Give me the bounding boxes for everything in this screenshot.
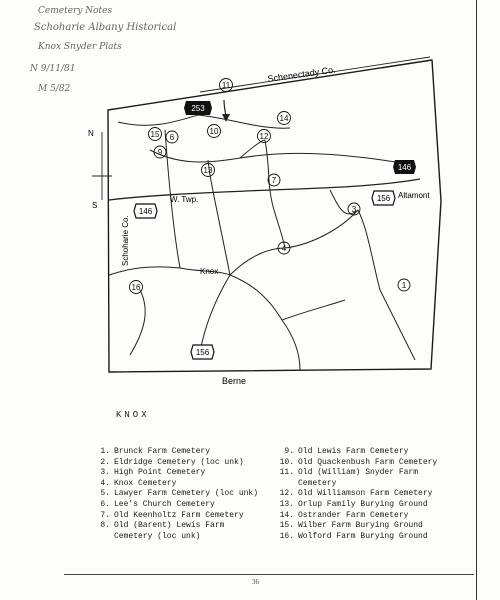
cemetery-marker-6 xyxy=(166,131,178,143)
road xyxy=(358,210,415,360)
road xyxy=(130,290,145,355)
cemetery-marker-1 xyxy=(398,279,410,291)
cemetery-marker-16 xyxy=(130,281,143,294)
cemetery-marker-10 xyxy=(208,125,221,138)
legend-item: 5. Lawyer Farm Cemetery (loc unk) xyxy=(100,489,259,499)
route-shield xyxy=(191,345,214,359)
road-main xyxy=(150,150,402,163)
legend-item: 6. Lee's Church Cemetery xyxy=(100,499,215,509)
legend-item: 3. High Point Cemetery xyxy=(100,468,206,478)
svg-text:7: 7 xyxy=(271,176,277,185)
legend-column-2 xyxy=(278,447,453,542)
svg-text:3: 3 xyxy=(351,205,357,214)
legend-item: 4. Knox Cemetery xyxy=(100,478,177,488)
svg-text:4: 4 xyxy=(281,244,287,253)
svg-text:15: 15 xyxy=(150,130,160,139)
svg-text:9: 9 xyxy=(157,148,163,157)
cemetery-marker-9 xyxy=(154,146,166,158)
legend-item: 12. Old Williamson Farm Cemetery xyxy=(279,489,433,499)
cemetery-marker-12 xyxy=(258,130,271,143)
town-label-knox: Knox xyxy=(200,267,219,276)
handwritten-line: Schoharie Albany Historical xyxy=(34,22,177,33)
svg-text:146: 146 xyxy=(138,207,153,216)
cemetery-marker-15 xyxy=(149,128,162,141)
svg-text:13: 13 xyxy=(203,166,213,175)
page-number: 36 xyxy=(252,578,259,586)
handwritten-line: N 9/11/81 xyxy=(30,64,76,74)
road xyxy=(265,140,285,248)
svg-text:146: 146 xyxy=(397,163,412,172)
route-shield xyxy=(393,160,416,174)
handwritten-line: Knox Snyder Plats xyxy=(38,42,122,52)
svg-text:16: 16 xyxy=(131,283,141,292)
legend-item: 1. Brunck Farm Cemetery xyxy=(100,447,211,456)
compass-south: S xyxy=(92,201,98,210)
legend-item: 2. Eldridge Cemetery (loc unk) xyxy=(100,457,244,467)
route-shield xyxy=(184,101,212,115)
cemetery-marker-7 xyxy=(268,174,280,186)
svg-text:156: 156 xyxy=(195,348,210,357)
svg-text:14: 14 xyxy=(279,114,289,123)
section-title: KNOX xyxy=(116,410,150,420)
route-shield xyxy=(372,191,395,205)
svg-text:10: 10 xyxy=(209,127,219,136)
svg-text:253: 253 xyxy=(191,104,205,113)
legend-item: 13. Orlup Family Burying Ground xyxy=(279,499,428,509)
route-shield xyxy=(134,204,157,218)
legend-item: 16. Wolford Farm Burying Ground xyxy=(279,531,428,541)
legend-item: 7. Old Keenholtz Farm Cemetery xyxy=(100,510,244,520)
legend-item: 11. Old (William) Snyder Farm Cemetery xyxy=(279,468,419,488)
cemetery-marker-13 xyxy=(202,164,215,177)
cemetery-marker-14 xyxy=(278,112,291,125)
svg-text:156: 156 xyxy=(376,194,391,203)
legend-item: 15. Wilber Farm Burying Ground xyxy=(279,521,423,531)
road xyxy=(230,210,358,275)
arrowhead xyxy=(222,114,230,122)
road xyxy=(109,267,180,275)
compass-north: N xyxy=(88,129,94,138)
road xyxy=(208,160,230,275)
town-boundary xyxy=(108,60,441,372)
legend-column-1 xyxy=(94,447,274,542)
svg-text:12: 12 xyxy=(259,132,269,141)
cemetery-marker-11 xyxy=(220,79,233,92)
svg-text:11: 11 xyxy=(221,81,231,90)
legend-item: 9. Old Lewis Farm Cemetery xyxy=(284,447,409,456)
road xyxy=(282,300,345,320)
legend-item: 14. Ostrander Farm Cemetery xyxy=(279,510,409,520)
town-label-altamont: Altamont xyxy=(398,191,430,200)
svg-text:1: 1 xyxy=(401,281,407,290)
handwritten-line: M 5/82 xyxy=(38,84,71,94)
town-label-south: Berne xyxy=(222,376,247,386)
legend-item: 10. Old Quackenbush Farm Cemetery xyxy=(279,457,438,467)
cemetery-marker-3 xyxy=(348,203,360,215)
footer-rule xyxy=(64,574,474,575)
town-label-west: W. Twp. xyxy=(170,195,199,204)
county-label-west: Schoharie Co. xyxy=(121,215,130,266)
svg-text:6: 6 xyxy=(169,133,175,142)
legend-item: 8. Old (Barent) Lewis Farm Cemetery (loc unk) xyxy=(100,521,225,541)
road xyxy=(200,275,230,352)
road xyxy=(118,115,290,128)
handwritten-line: Cemetery Notes xyxy=(38,6,113,16)
county-label-north: Schenectady Co. xyxy=(266,64,337,84)
